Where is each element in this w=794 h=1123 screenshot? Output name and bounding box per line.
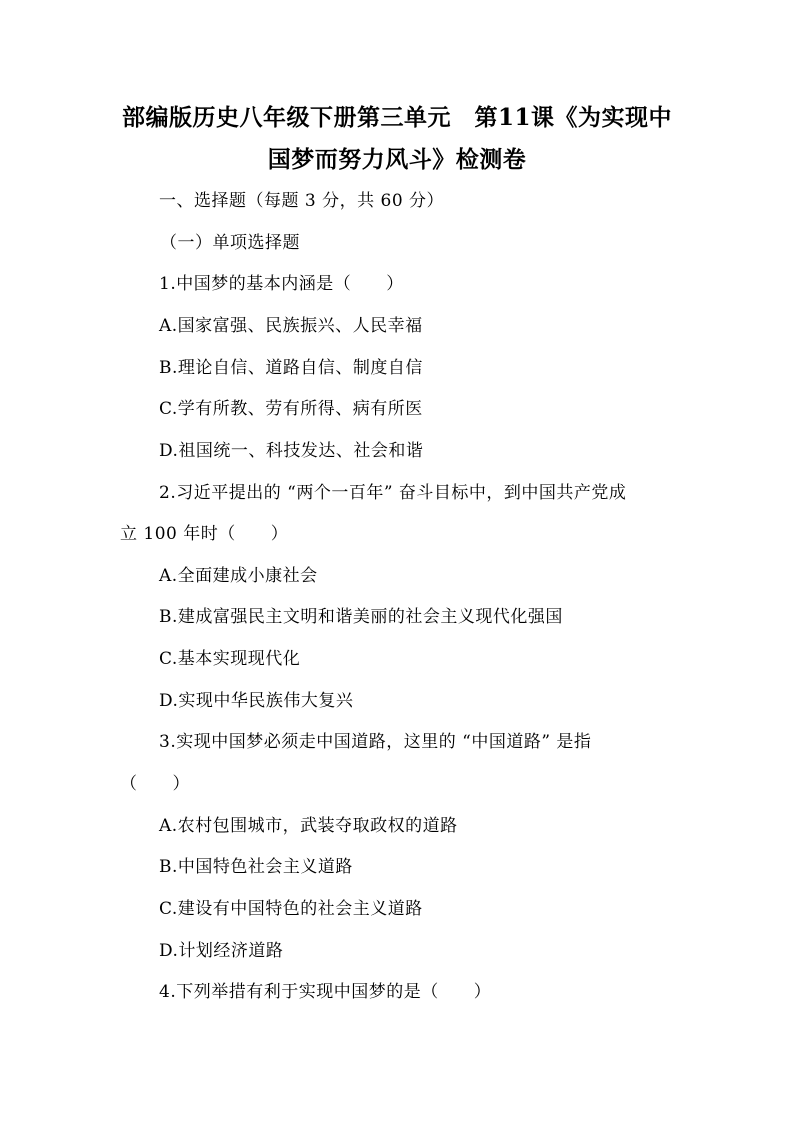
question-3-option-c: C.建设有中国特色的社会主义道路	[159, 899, 423, 919]
question-1-option-b: B.理论自信、道路自信、制度自信	[159, 358, 423, 378]
question-3-option-d: D.计划经济道路	[159, 941, 284, 961]
question-2-option-a: A.全面建成小康社会	[159, 566, 318, 586]
question-1-option-c: C.学有所教、劳有所得、病有所医	[159, 399, 423, 419]
question-2-option-b: B.建成富强民主文明和谐美丽的社会主义现代化强国	[159, 607, 563, 627]
section-heading: 一、选择题（每题 3 分，共 60 分）	[159, 191, 445, 211]
question-2-option-d: D.实现中华民族伟大复兴	[159, 691, 354, 711]
question-1-stem: 1.中国梦的基本内涵是（ ）	[159, 274, 404, 294]
question-2-stem-line-1: 2.习近平提出的 “两个一百年” 奋斗目标中，到中国共产党成	[159, 483, 627, 503]
question-2-option-c: C.基本实现现代化	[159, 649, 301, 669]
question-3-stem-line-1: 3.实现中国梦必须走中国道路，这里的 “中国道路” 是指	[159, 732, 592, 752]
section-subheading: （一）单项选择题	[160, 233, 300, 253]
question-4-stem: 4.下列举措有利于实现中国梦的是（ ）	[159, 982, 492, 1002]
document-title-line-1: 部编版历史八年级下册第三单元 第11课《为实现中	[121, 104, 672, 131]
question-1-option-d: D.祖国统一、科技发达、社会和谐	[159, 441, 424, 461]
question-3-option-b: B.中国特色社会主义道路	[159, 857, 353, 877]
document-title-line-2: 国梦而努力风斗》检测卷	[267, 146, 527, 173]
question-2-stem-line-2: 立 100 年时（ ）	[120, 524, 289, 544]
question-3-stem-line-2: （ ）	[120, 774, 190, 794]
question-1-option-a: A.国家富强、民族振兴、人民幸福	[159, 316, 423, 336]
question-3-option-a: A.农村包围城市，武装夺取政权的道路	[159, 816, 458, 836]
